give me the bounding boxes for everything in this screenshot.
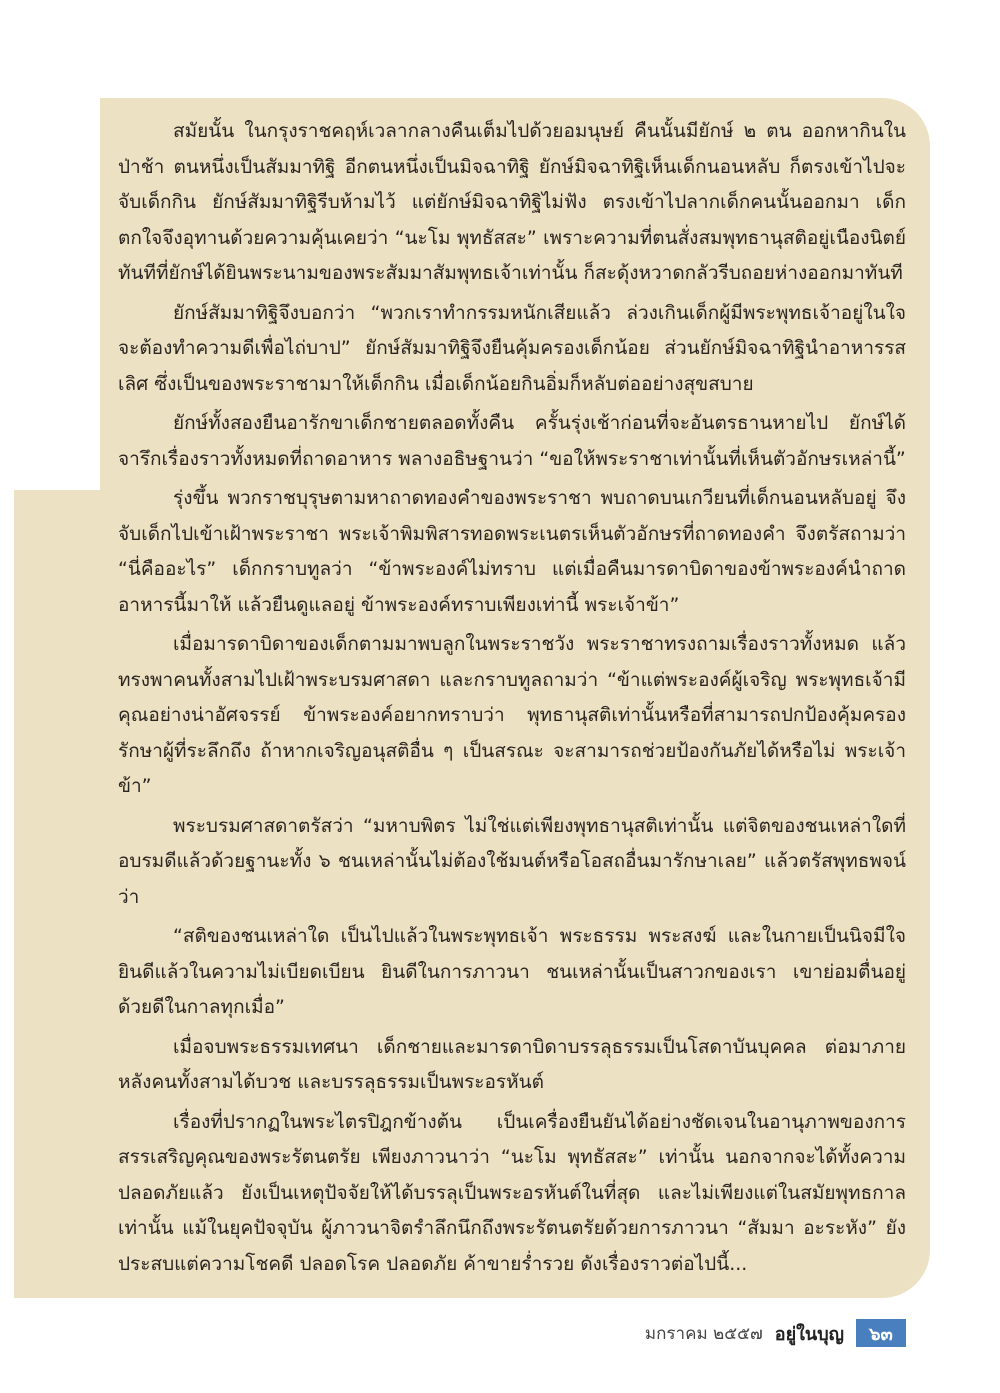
paragraph-4: รุ่งขึ้น พวกราชบุรุษตามหาถาดทองคำของพระราชา พบถาดบนเกวียนที่เด็กนอนหลับอยู่ จึงจับเด็กไปเข้าเฝ้าพระราชา พระเจ้าพิมพิสารทอดพระเนตรเห็นตัวอักษรที่ถาดทองคำ จึงตรัสถามว่า “นี่คืออะไร” เด็กกราบทูลว่า “ข้าพระองค์ไม่ทราบ แต่เมื่อคืนมารดาบิดาของข้าพระองค์นำถาดอาหารนี้มาให้ แล้วยืนดูแลอยู่ ข้าพระองค์ทราบเพียงเท่านี้ พระเจ้าข้า” (118, 487, 906, 616)
paragraph-9: เรื่องที่ปรากฏในพระไตรปิฎกข้างต้น เป็นเครื่องยืนยันได้อย่างชัดเจนในอานุภาพของการสรรเสริญคุณของพระรัตนตรัย เพียงภาวนาว่า “นะโม พุทธัสสะ” เท่านั้น นอกจากจะได้ทั้งความปลอดภัยแล้ว ยังเป็นเหตุปัจจัยให้ได้บรรลุเป็นพระอรหันต์ในที่สุด และไม่เพียงแต่ในสมัยพุทธกาลเท่านั้น แม้ในยุคปัจจุบัน ผู้ภาวนาจิตรำลึกนึกถึงพระรัตนตรัยด้วยการภาวนา “สัมมา อะระหัง” ยังประสบแต่ความโชคดี ปลอดโรค ปลอดภัย ค้าขายร่ำรวย ดังเรื่องราวต่อไปนี้... (118, 1110, 906, 1275)
content-panel-extension (14, 490, 114, 1298)
paragraph-8: เมื่อจบพระธรรมเทศนา เด็กชายและมารดาบิดาบรรลุธรรมเป็นโสดาบันบุคคล ต่อมาภายหลังคนทั้งสามได้บวช และบรรลุธรรมเป็นพระอรหันต์ (118, 1035, 906, 1093)
paragraph-1: สมัยนั้น ในกรุงราชคฤห์เวลากลางคืนเต็มไปด้วยอมนุษย์ คืนนั้นมียักษ์ ๒ ตน ออกหากินในป่าช้า ตนหนึ่งเป็นสัมมาทิฐิ อีกตนหนึ่งเป็นมิจฉาทิฐิ ยักษ์มิจฉาทิฐิเห็นเด็กนอนหลับ ก็ตรงเข้าไปจะจับเด็กกิน ยักษ์สัมมาทิฐิรีบห้ามไว้ แต่ยักษ์มิจฉาทิฐิไม่ฟัง ตรงเข้าไปลากเด็กคนนั้นออกมา เด็กตกใจจึงอุทานด้วยความคุ้นเคยว่า “นะโม พุทธัสสะ” เพราะความที่ตนสั่งสมพุทธานุสติอยู่เนืองนิตย์ ทันทีที่ยักษ์ได้ยินพระนามของพระสัมมาสัมพุทธเจ้าเท่านั้น ก็สะดุ้งหวาดกลัวรีบถอยห่างออกมาทันที (118, 120, 906, 284)
page-footer (645, 1318, 906, 1348)
article-body (118, 114, 906, 1286)
paragraph-6: พระบรมศาสดาตรัสว่า “มหาบพิตร ไม่ใช่แต่เพียงพุทธานุสติเท่านั้น แต่จิตของชนเหล่าใดที่อบรมดีแล้วด้วยฐานะทั้ง ๖ ชนเหล่านั้นไม่ต้องใช้มนต์หรือโอสถอื่นมารักษาเลย” แล้วตรัสพุทธพจน์ว่า (118, 814, 906, 908)
magazine-name: อยู่ในบุญ (774, 1323, 844, 1345)
paragraph-2: ยักษ์สัมมาทิฐิจึงบอกว่า “พวกเราทำกรรมหนักเสียแล้ว ล่วงเกินเด็กผู้มีพระพุทธเจ้าอยู่ในใจจะต้องทำความดีเพื่อไถ่บาป” ยักษ์สัมมาทิฐิจึงยืนคุ้มครองเด็กน้อย ส่วนยักษ์มิจฉาทิฐินำอาหารรสเลิศ ซึ่งเป็นของพระราชามาให้เด็กกิน เมื่อเด็กน้อยกินอิ่มก็หลับต่ออย่างสุขสบาย (118, 301, 906, 395)
paragraph-5: เมื่อมารดาบิดาของเด็กตามมาพบลูกในพระราชวัง พระราชาทรงถามเรื่องราวทั้งหมด แล้วทรงพาคนทั้งสามไปเฝ้าพระบรมศาสดา และกราบทูลถามว่า “ข้าแต่พระองค์ผู้เจริญ พระพุทธเจ้ามีคุณอย่างน่าอัศจรรย์ ข้าพระองค์อยากทราบว่า พุทธานุสติเท่านั้นหรือที่สามารถปกป้องคุ้มครองรักษาผู้ที่ระลึกถึง ถ้าหากเจริญอนุสติอื่น ๆ เป็นสรณะ จะสามารถช่วยป้องกันภัยได้หรือไม่ พระเจ้าข้า” (118, 633, 906, 797)
page-number-badge: ๖๓ (856, 1319, 906, 1347)
issue-date: มกราคม ๒๕๕๗ (644, 1323, 763, 1344)
paragraph-3: ยักษ์ทั้งสองยืนอารักขาเด็กชายตลอดทั้งคืน ครั้นรุ่งเช้าก่อนที่จะอันตรธานหายไป ยักษ์ได้จารึกเรื่องราวทั้งหมดที่ถาดอาหาร พลางอธิษฐานว่า “ขอให้พระราชาเท่านั้นที่เห็นตัวอักษรเหล่านี้” (118, 412, 906, 470)
paragraph-7: “สติของชนเหล่าใด เป็นไปแล้วในพระพุทธเจ้า พระธรรม พระสงฆ์ และในกายเป็นนิจมีใจยินดีแล้วในความไม่เบียดเบียน ยินดีในการภาวนา ชนเหล่านั้นเป็นสาวกของเรา เขาย่อมตื่นอยู่ด้วยดีในกาลทุกเมื่อ” (118, 925, 906, 1018)
